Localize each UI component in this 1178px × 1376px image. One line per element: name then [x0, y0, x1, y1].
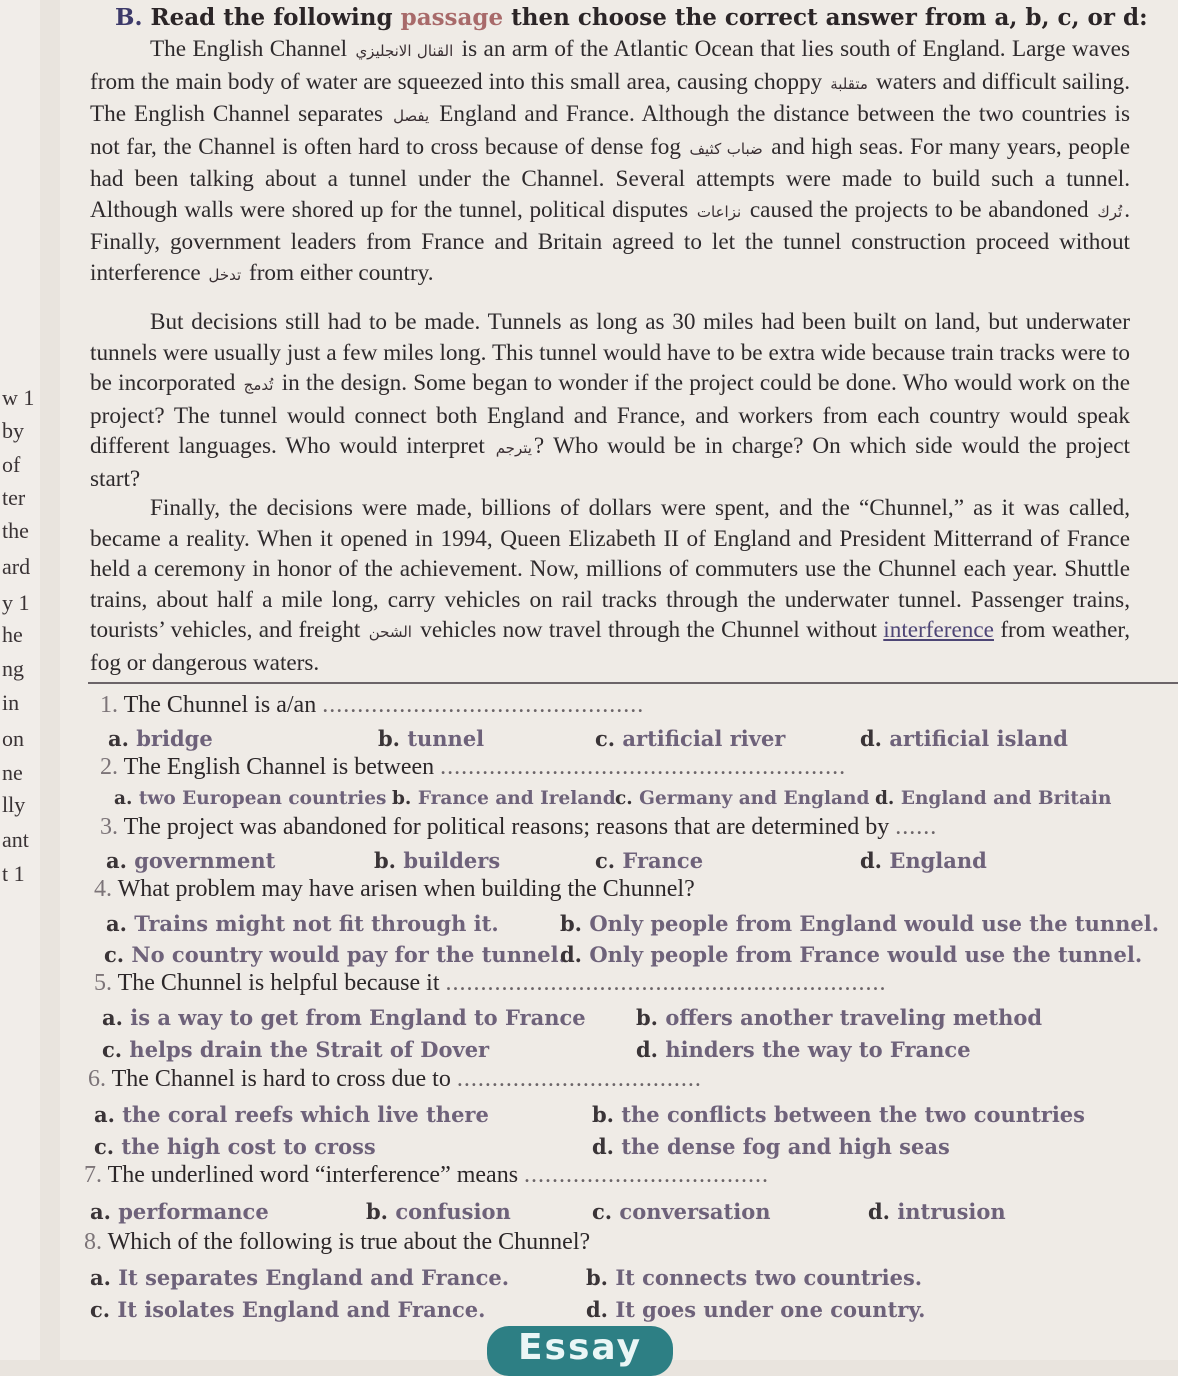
option-c[interactable] — [90, 1297, 485, 1322]
passage-text: . Finally, government leaders from France and Britain agreed to let the tunnel construction proceed without interference — [90, 196, 1130, 286]
section-heading — [115, 4, 1148, 31]
option-b[interactable] — [378, 726, 484, 751]
option-d[interactable] — [592, 1134, 950, 1159]
option-letter: b. — [366, 1199, 388, 1224]
option-a[interactable] — [94, 1102, 489, 1127]
arabic-gloss: يترجم — [495, 439, 532, 457]
margin-fragment: w 1 — [2, 385, 35, 410]
option-a[interactable] — [106, 911, 499, 936]
option-a[interactable] — [90, 1265, 509, 1290]
margin-fragment: in — [2, 690, 20, 715]
option-b[interactable] — [592, 1102, 1085, 1127]
option-text: conversation — [619, 1199, 771, 1224]
option-b[interactable] — [636, 1005, 1042, 1030]
question-6 — [88, 1066, 702, 1093]
passage-text: But decisions still had to be made. Tunnels as long as 30 miles had been built on land, but underwater tunnels were usually just a few miles long. This tunnel would have to be extra wide because train tracks were to be incorporated — [90, 309, 1130, 396]
option-text: the coral reefs which live there — [122, 1102, 489, 1127]
option-letter: c. — [595, 726, 616, 751]
option-letter: a. — [102, 1005, 123, 1030]
option-letter: d. — [560, 942, 582, 967]
option-text: It goes under one country. — [615, 1297, 926, 1322]
question-number: 4. — [94, 876, 112, 902]
option-letter: a. — [106, 848, 127, 873]
question-number: 2. — [100, 754, 118, 780]
option-letter: c. — [615, 788, 633, 809]
question-text: The underlined word “interference” means — [107, 1162, 519, 1188]
option-text: No country would pay for the tunnel. — [131, 942, 566, 967]
margin-fragment: ter — [2, 485, 26, 510]
option-letter: d. — [586, 1297, 608, 1322]
option-text: artificial river — [622, 726, 786, 751]
option-letter: c. — [104, 942, 125, 967]
answer-blank: ............................................................... — [445, 970, 887, 996]
question-text: The Channel is hard to cross due to — [111, 1066, 451, 1092]
answer-blank: .......................................................... — [440, 754, 847, 780]
option-text: Only people from England would use the tunnel. — [589, 911, 1160, 936]
passage-text: vehicles now travel through the Chunnel without — [420, 617, 877, 643]
option-c[interactable] — [102, 1037, 489, 1062]
option-letter: c. — [94, 1134, 115, 1159]
question-number: 1. — [100, 692, 118, 718]
question-8 — [84, 1229, 590, 1256]
option-text: France — [622, 848, 704, 873]
option-b[interactable] — [366, 1199, 511, 1224]
option-text: government — [134, 848, 276, 873]
option-a[interactable] — [108, 726, 213, 751]
arabic-gloss: نزاعات — [696, 202, 742, 221]
question-5 — [94, 970, 887, 997]
margin-fragment: y 1 — [2, 590, 30, 615]
arabic-gloss: تدخل — [208, 265, 242, 284]
option-a[interactable] — [114, 788, 386, 809]
underlined-word: interference — [883, 617, 994, 643]
option-text: It connects two countries. — [615, 1265, 923, 1290]
question-text: The Chunnel is a/an — [123, 692, 317, 718]
section-letter: B. — [115, 4, 143, 31]
passage-paragraph-1 — [90, 34, 1130, 290]
section-title-part: then choose the correct answer from a, b, c, or d: — [511, 4, 1148, 31]
option-b[interactable] — [560, 911, 1159, 936]
answer-blank: ................................... — [456, 1066, 702, 1092]
option-letter: c. — [595, 848, 616, 873]
option-letter: c. — [102, 1037, 123, 1062]
previous-page-margin — [0, 0, 40, 1360]
margin-fragment: the — [2, 518, 29, 543]
question-1 — [100, 692, 644, 719]
option-letter: b. — [586, 1265, 608, 1290]
option-letter: d. — [868, 1199, 890, 1224]
option-letter: a. — [108, 726, 129, 751]
passage-paragraph-3 — [90, 493, 1130, 678]
option-text: bridge — [136, 726, 213, 751]
arabic-gloss: متقلبة — [830, 74, 868, 93]
question-number: 6. — [88, 1066, 106, 1092]
option-text: Trains might not fit through it. — [134, 911, 499, 936]
option-text: the conflicts between the two countries — [621, 1102, 1085, 1127]
passage-text: and high seas. For many years, people had been talking about a tunnel under the Channel. Several attempts were made to build such a tunnel. Although walls were shored up for the tunnel, political disputes — [90, 133, 1131, 223]
margin-fragment: ng — [2, 656, 24, 681]
option-text: the high cost to cross — [121, 1134, 376, 1159]
margin-fragment: of — [2, 452, 21, 477]
passage-text: England and France. Although the distance between the two countries is not far, the Channel is often hard to cross because of dense fog — [90, 101, 1131, 160]
option-text: It separates England and France. — [118, 1265, 510, 1290]
option-letter: b. — [378, 726, 400, 751]
option-letter: d. — [636, 1037, 658, 1062]
option-text: helps drain the Strait of Dover — [129, 1037, 490, 1062]
option-b[interactable] — [586, 1265, 922, 1290]
passage-text: caused the projects to be abandoned — [749, 196, 1089, 223]
passage-text: in the design. Some began to wonder if the project could be done. Who would work on the project? The tunnel would connect both England and France, and workers from each country would speak different languages. Who would interpret — [90, 370, 1131, 459]
option-a[interactable] — [106, 848, 275, 873]
option-letter: b. — [560, 911, 582, 936]
option-a[interactable] — [90, 1199, 269, 1224]
option-c[interactable] — [104, 942, 566, 967]
arabic-gloss: تُرك — [1097, 202, 1123, 221]
option-letter: a. — [106, 911, 127, 936]
arabic-gloss: تُدمج — [243, 376, 274, 394]
passage-text: Finally, the decisions were made, billions of dollars were spent, and the “Chunnel,” as it was called, became a reality. When it opened in 1994, Queen Elizabeth II of England and President Mitterrand of France held a ceremony in honor of the achievement. Now, millions of commuters use the Chunnel each year. Shuttle trains, about half a mile long, carry vehicles on rail tracks through the underwater tunnel. Passenger trains, tourists’ vehicles, and freight — [90, 495, 1130, 643]
option-d[interactable] — [636, 1037, 971, 1062]
arabic-gloss: يفصل — [393, 107, 430, 125]
question-7 — [84, 1162, 769, 1189]
option-c[interactable] — [595, 848, 703, 873]
passage-text: waters and difficult sailing. The English Channel separates — [90, 68, 1131, 127]
arabic-gloss: الشحن — [368, 623, 412, 641]
question-number: 3. — [100, 814, 118, 840]
option-b[interactable] — [392, 788, 616, 809]
question-number: 5. — [94, 970, 112, 996]
option-text: builders — [403, 848, 501, 873]
passage-text: ? Who would be in charge? On which side would the project start? — [90, 433, 1130, 492]
arabic-gloss: القنال الانجليزي — [355, 42, 454, 60]
option-text: France and Ireland — [417, 788, 616, 809]
question-text: The project was abandoned for political reasons; reasons that are determined by — [123, 814, 890, 840]
passage-text: from weather, fog or dangerous waters. — [90, 617, 1130, 676]
option-text: two European countries — [138, 788, 387, 809]
passage-text: is an arm of the Atlantic Ocean that lies south of England. Large waves from the main body of water are squeezed into this small area, causing choppy — [90, 36, 1130, 95]
margin-fragment: ne — [2, 760, 23, 785]
option-letter: d. — [875, 788, 895, 809]
margin-fragment: ant — [2, 827, 29, 852]
option-letter: b. — [592, 1102, 614, 1127]
passage-paragraph-2 — [90, 307, 1130, 494]
answer-blank: .............................................. — [322, 692, 645, 718]
option-letter: a. — [90, 1265, 111, 1290]
option-letter: d. — [860, 726, 882, 751]
option-b[interactable] — [374, 848, 500, 873]
option-d[interactable] — [586, 1297, 925, 1322]
option-a[interactable] — [102, 1005, 586, 1030]
option-text: England and Britain — [900, 788, 1112, 809]
question-number: 8. — [84, 1229, 102, 1255]
question-text: What problem may have arisen when building the Chunnel? — [117, 876, 695, 902]
option-text: the dense fog and high seas — [621, 1134, 950, 1159]
option-text: hinders the way to France — [665, 1037, 971, 1062]
option-d[interactable] — [868, 1199, 1006, 1224]
worksheet-page — [60, 0, 1178, 1368]
question-4 — [94, 876, 695, 903]
margin-fragment: t 1 — [2, 861, 25, 886]
question-text: Which of the following is true about the Chunnel? — [107, 1229, 591, 1255]
option-letter: b. — [374, 848, 396, 873]
answer-blank: ................................... — [524, 1162, 770, 1188]
option-text: performance — [118, 1199, 269, 1224]
option-letter: b. — [392, 788, 412, 809]
option-text: is a way to get from England to France — [130, 1005, 586, 1030]
option-c[interactable] — [595, 726, 785, 751]
option-text: It isolates England and France. — [117, 1297, 486, 1322]
answer-blank: ...... — [895, 814, 938, 840]
option-text: England — [889, 848, 987, 873]
option-c[interactable] — [615, 788, 869, 809]
option-d[interactable] — [860, 848, 987, 873]
arabic-gloss: ضباب كثيف — [689, 139, 763, 158]
option-c[interactable] — [94, 1134, 376, 1159]
margin-fragment: by — [2, 418, 24, 443]
question-number: 7. — [84, 1162, 102, 1188]
margin-fragment: lly — [2, 792, 26, 817]
option-letter: a. — [90, 1199, 111, 1224]
option-text: Germany and England — [639, 788, 870, 809]
margin-fragment: ard — [2, 554, 31, 579]
option-letter: a. — [94, 1102, 115, 1127]
option-text: Only people from France would use the tunnel. — [589, 942, 1143, 967]
option-text: tunnel — [407, 726, 485, 751]
option-text: offers another traveling method — [665, 1005, 1043, 1030]
section-title-part: passage — [400, 4, 504, 31]
option-letter: d. — [592, 1134, 614, 1159]
margin-fragment: on — [2, 726, 24, 751]
question-2 — [100, 754, 846, 781]
option-text: intrusion — [897, 1199, 1006, 1224]
option-letter: c. — [90, 1297, 111, 1322]
option-text: artificial island — [889, 726, 1068, 751]
option-d[interactable] — [560, 942, 1142, 967]
section-title-part: Read the following — [150, 4, 393, 31]
passage-text: from either country. — [248, 259, 434, 286]
option-letter: a. — [114, 788, 133, 809]
margin-fragment: he — [2, 622, 23, 647]
option-d[interactable] — [875, 788, 1111, 809]
option-c[interactable] — [592, 1199, 771, 1224]
option-letter: d. — [860, 848, 882, 873]
question-text: The English Channel is between — [123, 754, 435, 780]
option-d[interactable] — [860, 726, 1068, 751]
question-text: The Chunnel is helpful because it — [117, 970, 440, 996]
passage-text: The English Channel — [150, 36, 348, 62]
essay-section-tab: Essay — [487, 1326, 673, 1376]
option-text: confusion — [395, 1199, 511, 1224]
option-letter: c. — [592, 1199, 613, 1224]
question-3 — [100, 814, 937, 841]
option-letter: b. — [636, 1005, 658, 1030]
